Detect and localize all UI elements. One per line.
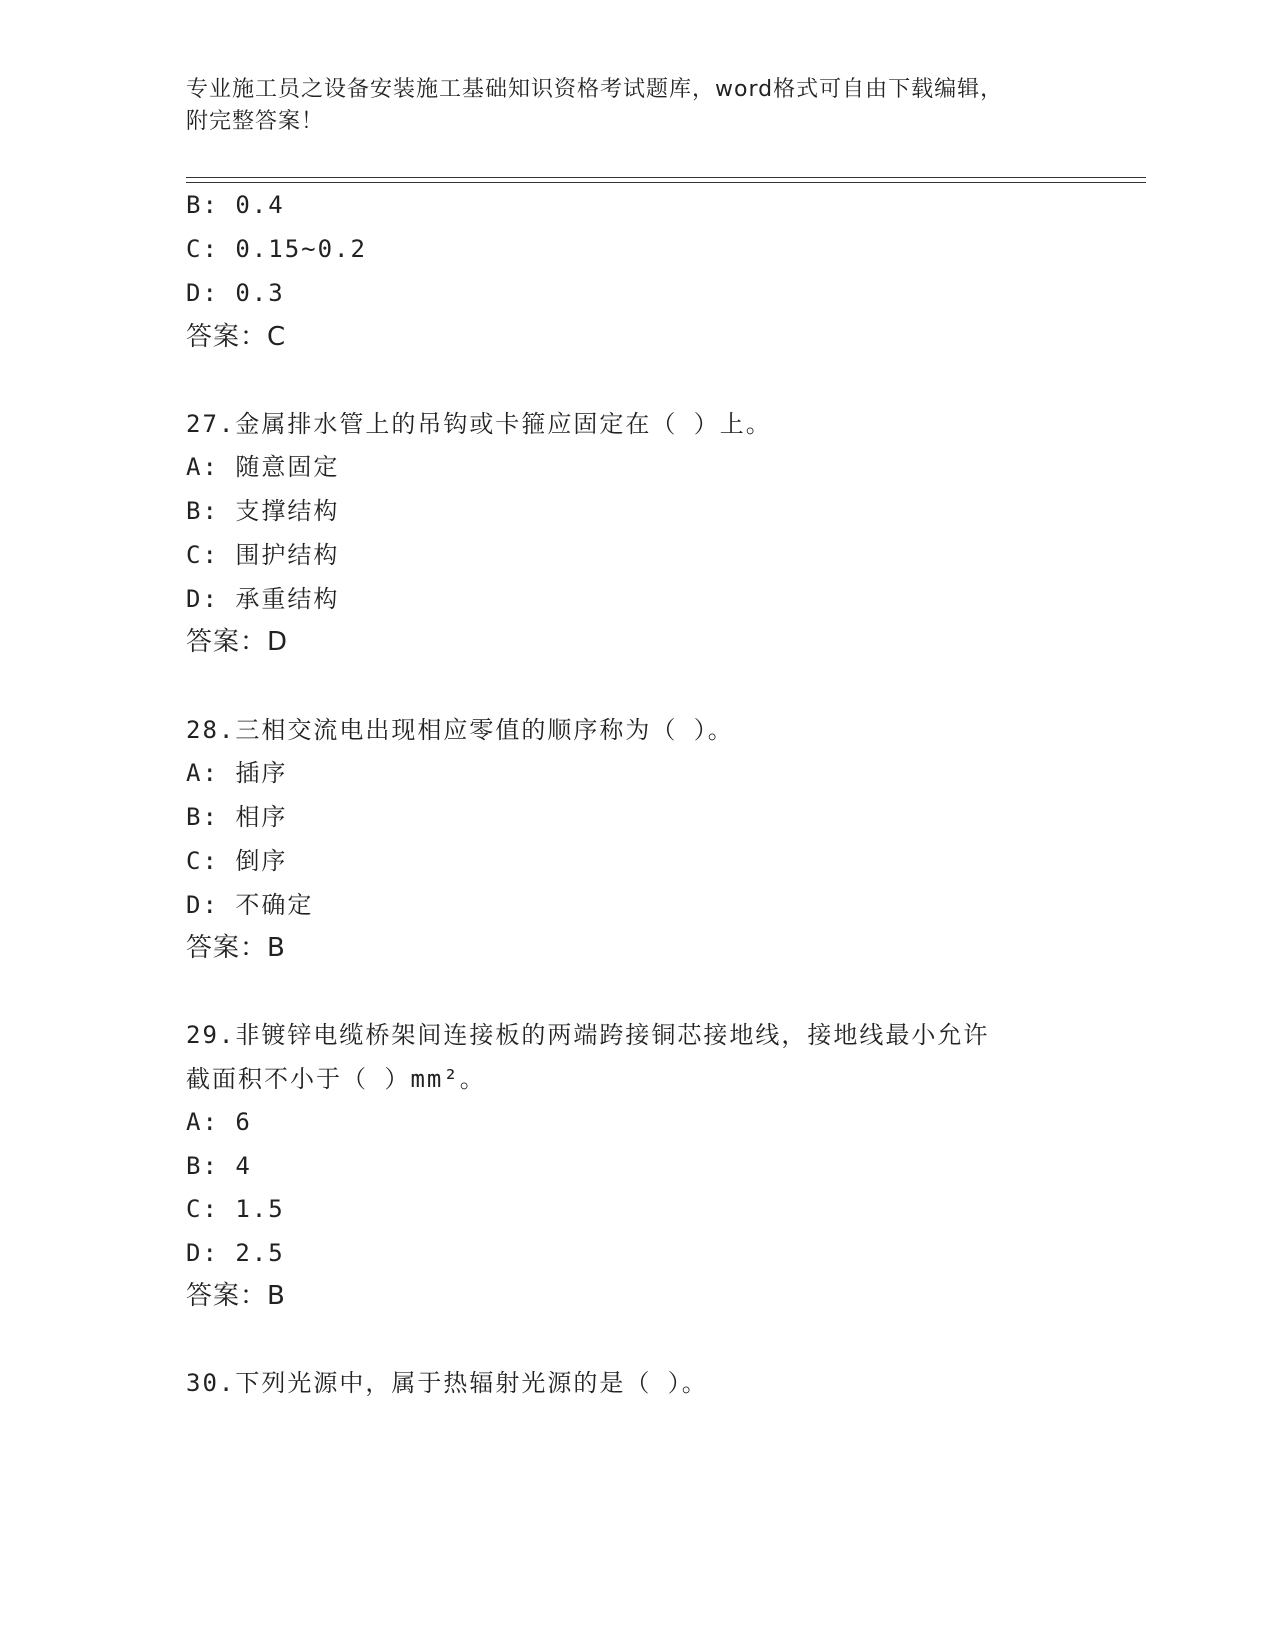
- q28-option-b: B: 相序: [186, 803, 288, 831]
- q29-option-d: D: 2.5: [186, 1239, 285, 1267]
- q29-option-c: C: 1.5: [186, 1195, 285, 1223]
- q29-option-b: B: 4: [186, 1152, 252, 1180]
- document-header: [186, 74, 1086, 138]
- q28-option-a: A: 插序: [186, 759, 288, 787]
- q29-stem-line-1: 29.非镀锌电缆桥架间连接板的两端跨接铜芯接地线，接地线最小允许: [186, 1021, 990, 1049]
- q27-option-c: C: 围护结构: [186, 541, 340, 569]
- q27-answer: 答案：D: [186, 627, 289, 657]
- header-title-line-1: 专业施工员之设备安装施工基础知识资格考试题库，word格式可自由下载编辑，: [186, 77, 1004, 102]
- q28-option-d: D: 不确定: [186, 891, 314, 919]
- q29-stem-line-2: 截面积不小于（ ）mm²。: [186, 1065, 486, 1093]
- header-divider-top: [186, 177, 1146, 178]
- q27-option-a: A: 随意固定: [186, 453, 340, 481]
- q30-stem: 30.下列光源中，属于热辐射光源的是（ ）。: [186, 1369, 708, 1397]
- prev-option-c: C: 0.15~0.2: [186, 235, 367, 263]
- prev-option-d: D: 0.3: [186, 279, 285, 307]
- header-divider-bottom: [186, 182, 1146, 183]
- q27-option-d: D: 承重结构: [186, 585, 340, 613]
- q28-option-c: C: 倒序: [186, 847, 288, 875]
- prev-answer: 答案：C: [186, 322, 287, 352]
- q28-answer: 答案：B: [186, 933, 286, 963]
- q27-stem: 27.金属排水管上的吊钩或卡箍应固定在（ ）上。: [186, 410, 772, 438]
- header-title-line-2: 附完整答案！: [186, 109, 325, 134]
- prev-option-b: B: 0.4: [186, 191, 285, 219]
- q28-stem: 28.三相交流电出现相应零值的顺序称为（ ）。: [186, 716, 734, 744]
- q29-option-a: A: 6: [186, 1108, 252, 1136]
- q27-option-b: B: 支撑结构: [186, 497, 340, 525]
- q29-answer: 答案：B: [186, 1281, 286, 1311]
